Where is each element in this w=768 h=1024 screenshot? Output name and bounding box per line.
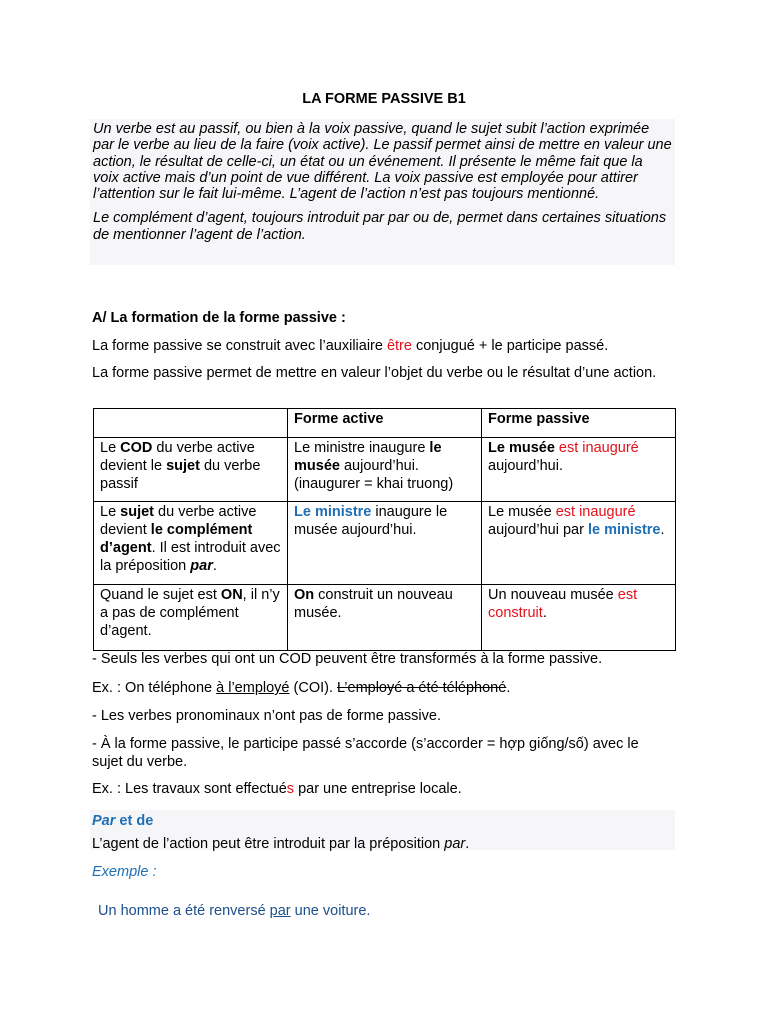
text-span: Un nouveau musée bbox=[488, 587, 618, 603]
table-header-empty bbox=[94, 409, 288, 438]
section-a-line-1 bbox=[92, 337, 677, 355]
text-italic: par bbox=[444, 836, 466, 852]
text-span: du verbe passif bbox=[100, 458, 261, 492]
text-span: . bbox=[465, 836, 470, 852]
text-span: . bbox=[660, 522, 665, 538]
table-cell bbox=[94, 502, 288, 585]
text-blue: Le ministre bbox=[294, 504, 372, 520]
text-span: Ex. : On téléphone bbox=[92, 680, 217, 696]
text-span: Le bbox=[100, 504, 121, 520]
text-span: une voiture. bbox=[290, 903, 371, 919]
text-span: La forme passive se construit avec l’auxiliaire bbox=[92, 338, 387, 354]
text-bold: Le musée bbox=[488, 440, 555, 456]
par-de-line-1 bbox=[92, 835, 677, 853]
text-span: Quand le sujet est bbox=[100, 587, 221, 603]
note-1: - Seuls les verbes qui ont un COD peuvent être transformés à la forme passive. bbox=[92, 651, 603, 667]
text-bold: le complément d’agent bbox=[100, 522, 253, 556]
par-de-title bbox=[92, 812, 677, 830]
table-cell bbox=[288, 438, 482, 502]
text-span: Le ministre inaugure bbox=[294, 440, 430, 456]
text-red: est construit bbox=[488, 587, 638, 621]
text-span: . bbox=[506, 680, 511, 696]
table-row bbox=[94, 585, 676, 651]
text-bold-italic: par bbox=[190, 558, 213, 574]
text-span: Ex. : Les travaux sont effectué bbox=[92, 781, 287, 797]
text-span: Le bbox=[100, 440, 121, 456]
text-span: par une entreprise locale. bbox=[294, 781, 462, 797]
table-header-active: Forme active bbox=[288, 409, 482, 438]
text-blue: le ministre bbox=[587, 522, 661, 538]
text-bold: COD bbox=[120, 440, 153, 456]
text-bold: sujet bbox=[166, 458, 200, 474]
text-red: est inauguré bbox=[555, 504, 636, 520]
text-strike: L’employé a été téléphoné bbox=[337, 680, 507, 696]
section-a-heading: A/ La formation de la forme passive : bbox=[92, 310, 346, 326]
section-a-line-2: La forme passive permet de mettre en valeur l’objet du verbe ou le résultat d’une action. bbox=[92, 365, 657, 381]
table-header-row bbox=[94, 409, 676, 438]
text-span: aujourd’hui. bbox=[488, 458, 563, 474]
table-row bbox=[94, 502, 676, 585]
text-span: du verbe active devient bbox=[100, 504, 257, 538]
page-title: LA FORME PASSIVE B1 bbox=[302, 91, 466, 107]
table-cell bbox=[94, 585, 288, 651]
text-bold: ON bbox=[220, 587, 243, 603]
text-span: construit un nouveau musée. bbox=[294, 587, 453, 621]
note-4: - À la forme passive, le participe passé s’accorde (s’accorder = hợp giống/số) avec le sujet du verbe. bbox=[92, 736, 639, 770]
text-span: Le musée bbox=[488, 504, 556, 520]
table-row bbox=[94, 438, 676, 502]
table-cell bbox=[482, 585, 676, 651]
note-2 bbox=[92, 679, 677, 697]
text-underline: à l’employé bbox=[216, 680, 290, 696]
note-5 bbox=[92, 780, 677, 798]
table-cell bbox=[482, 502, 676, 585]
table-cell bbox=[288, 585, 482, 651]
text-underline: par bbox=[269, 903, 291, 919]
text-bold: le musée bbox=[294, 440, 442, 474]
text-span: du verbe active devient le bbox=[100, 440, 255, 474]
table-cell bbox=[288, 502, 482, 585]
text-span: (COI). bbox=[289, 680, 338, 696]
intro-paragraph-2: Le complément d’agent, toujours introduit par par ou de, permet dans certaines situations de mentionner l’agent de l’action. bbox=[93, 210, 667, 243]
text-span: Un homme a été renversé bbox=[98, 903, 270, 919]
table-cell bbox=[482, 438, 676, 502]
text-red: s bbox=[286, 781, 295, 797]
text-span: . bbox=[212, 558, 217, 574]
intro-box bbox=[90, 119, 675, 265]
table-cell bbox=[94, 438, 288, 502]
exemple-label: Exemple : bbox=[92, 864, 157, 880]
text-span: aujourd’hui. (inaugurer = khai truong) bbox=[294, 458, 454, 492]
text-span: L’agent de l’action peut être introduit par la préposition bbox=[92, 836, 445, 852]
intro-paragraph-1: Un verbe est au passif, ou bien à la voix passive, quand le sujet subit l’action exprimée par le verbe au lieu de la faire (voix active). Le passif permet ainsi de mettre en valeur une action, le résultat de celle-ci, un état ou un événement. Il présente le même fait que la voix active mais d’un point de vue différent. La voix passive est employée pour attirer l’attention sur le fait lui-même. L’agent de l’action n’est pas toujours mentionné. bbox=[93, 121, 672, 203]
table-header-passive: Forme passive bbox=[482, 409, 676, 438]
text-span: inaugure le musée aujourd’hui. bbox=[294, 504, 448, 538]
text-bold: On bbox=[294, 587, 315, 603]
text-span: , il n’y a pas de complément d’agent. bbox=[100, 587, 280, 639]
text-span: aujourd’hui par bbox=[488, 522, 588, 538]
par-word: Par bbox=[92, 813, 116, 829]
passive-table bbox=[93, 408, 676, 651]
text-span: . Il est introduit avec la préposition bbox=[100, 540, 281, 574]
text-span: . bbox=[542, 605, 547, 621]
text-red: est inauguré bbox=[554, 440, 639, 456]
etre-word: être bbox=[386, 338, 412, 354]
et-de-text: et de bbox=[115, 813, 154, 829]
text-span: conjugué + le participe passé. bbox=[411, 338, 609, 354]
text-bold: sujet bbox=[120, 504, 155, 520]
example-sentence bbox=[98, 902, 683, 920]
note-3: - Les verbes pronominaux n’ont pas de forme passive. bbox=[92, 708, 441, 724]
